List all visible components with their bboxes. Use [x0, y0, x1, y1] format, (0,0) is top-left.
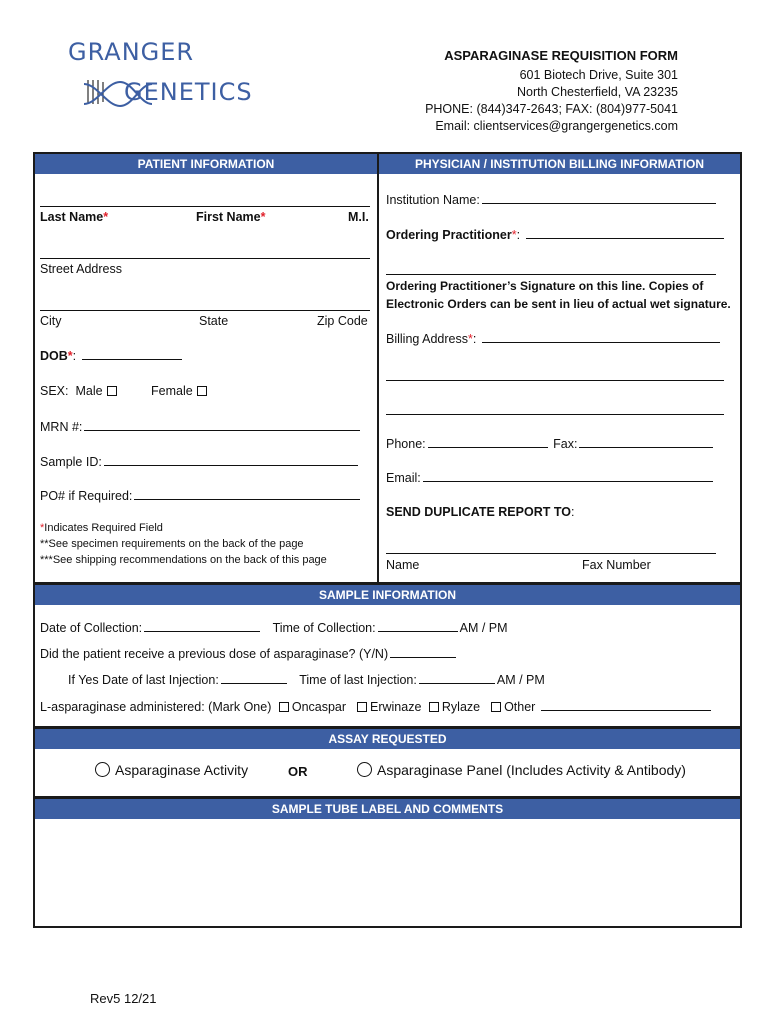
- comments-header: SAMPLE TUBE LABEL AND COMMENTS: [35, 799, 740, 819]
- mrn-field[interactable]: MRN #:: [40, 420, 362, 434]
- previous-dose-field[interactable]: Did the patient receive a previous dose of asparaginase? (Y/N): [40, 647, 458, 661]
- patient-info-header: PATIENT INFORMATION: [35, 154, 377, 174]
- sample-info-header: SAMPLE INFORMATION: [35, 585, 740, 605]
- institution-field[interactable]: Institution Name:: [386, 193, 718, 207]
- physician-info-header: PHYSICIAN / INSTITUTION BILLING INFORMATION: [379, 154, 740, 174]
- first-name-label: First Name*: [196, 210, 266, 224]
- practitioner-field[interactable]: Ordering Practitioner*:: [386, 228, 726, 242]
- billing-line-3[interactable]: [386, 414, 724, 415]
- assay-header: ASSAY REQUESTED: [35, 729, 740, 749]
- logo-line2: GENETICS: [124, 78, 253, 106]
- other-checkbox[interactable]: [491, 702, 501, 712]
- street-line[interactable]: [40, 258, 370, 259]
- signature-note-1: Ordering Practitioner’s Signature on this line. Copies of: [386, 279, 704, 293]
- column-divider: [377, 152, 379, 584]
- collection-field[interactable]: Date of Collection: Time of Collection: AM / PM: [40, 621, 508, 635]
- po-field[interactable]: PO# if Required:: [40, 489, 362, 503]
- company-email: Email: clientservices@grangergenetics.com: [435, 119, 678, 133]
- company-phone: PHONE: (844)347-2643; FAX: (804)977-5041: [425, 102, 678, 116]
- signature-line[interactable]: [386, 274, 716, 275]
- mi-label: M.I.: [348, 210, 369, 224]
- last-injection-field[interactable]: If Yes Date of last Injection: Time of last Injection: AM / PM: [68, 673, 545, 687]
- email-field[interactable]: Email:: [386, 471, 715, 485]
- last-name-label: Last Name*: [40, 210, 109, 224]
- zip-label: Zip Code: [317, 314, 368, 328]
- city-line[interactable]: [40, 310, 370, 311]
- company-address-2: North Chesterfield, VA 23235: [517, 85, 678, 99]
- erwinaze-checkbox[interactable]: [357, 702, 367, 712]
- billing-line-2[interactable]: [386, 380, 724, 381]
- oncaspar-checkbox[interactable]: [279, 702, 289, 712]
- logo: [66, 38, 276, 118]
- phone-fax-field[interactable]: Phone: Fax:: [386, 437, 715, 451]
- dob-field[interactable]: DOB*:: [40, 349, 184, 363]
- form-title: ASPARAGINASE REQUISITION FORM: [444, 48, 678, 63]
- logo-line1: GRANGER: [68, 38, 195, 66]
- administered-field: L-asparaginase administered: (Mark One) Oncaspar Erwinaze Rylaze Other: [40, 700, 713, 714]
- required-note: *Indicates Required Field: [40, 522, 163, 534]
- activity-radio[interactable]: [95, 762, 110, 777]
- city-label: City: [40, 314, 62, 328]
- billing-address-field[interactable]: Billing Address*:: [386, 332, 722, 346]
- duplicate-line[interactable]: [386, 553, 716, 554]
- male-checkbox[interactable]: [107, 386, 117, 396]
- name-line[interactable]: [40, 206, 370, 207]
- duplicate-fax-label: Fax Number: [582, 558, 651, 572]
- state-label: State: [199, 314, 229, 328]
- revision-label: Rev5 12/21: [90, 991, 157, 1006]
- panel-radio[interactable]: [357, 762, 372, 777]
- signature-note-2: Electronic Orders can be sent in lieu of actual wet signature.: [386, 297, 731, 311]
- assay-or-label: OR: [288, 764, 308, 779]
- sex-field: SEX: Male Female: [40, 384, 210, 398]
- other-input[interactable]: [541, 700, 711, 711]
- sample-id-field[interactable]: Sample ID:: [40, 455, 360, 469]
- assay-activity-option[interactable]: Asparaginase Activity: [95, 762, 248, 778]
- shipping-note: ***See shipping recommendations on the back of this page: [40, 554, 327, 566]
- street-address-label: Street Address: [40, 262, 122, 276]
- female-checkbox[interactable]: [197, 386, 207, 396]
- specimen-note: **See specimen requirements on the back of the page: [40, 538, 304, 550]
- assay-panel-option[interactable]: Asparaginase Panel (Includes Activity & Antibody): [357, 762, 686, 778]
- patient-physician-box: [33, 152, 742, 584]
- duplicate-report-label: SEND DUPLICATE REPORT TO:: [386, 505, 575, 519]
- company-address-1: 601 Biotech Drive, Suite 301: [519, 68, 678, 82]
- duplicate-name-label: Name: [386, 558, 420, 572]
- rylaze-checkbox[interactable]: [429, 702, 439, 712]
